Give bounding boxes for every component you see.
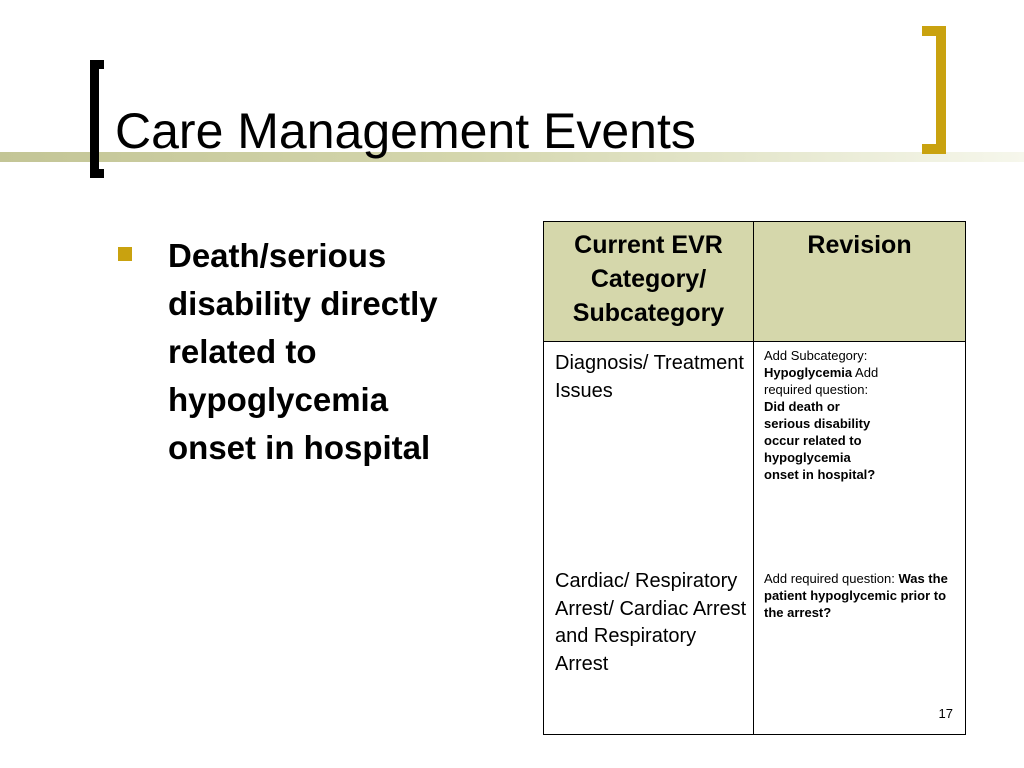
bullet-text: Death/serious disability directly related to hypoglycemia onset in hospital <box>168 237 438 466</box>
revision-diagnosis-treatment <box>764 347 884 483</box>
revision-subcategory-name: Hypoglycemia <box>764 365 853 380</box>
revision-required-question: Did death or serious disability occur related to hypoglycemia onset in hospital? <box>764 399 876 482</box>
revision-text: Add Subcategory: <box>764 348 868 363</box>
square-bullet-icon <box>118 247 132 261</box>
category-cardiac-respiratory-arrest: Cardiac/ Respiratory Arrest/ Cardiac Arrest and Respiratory Arrest <box>555 570 747 675</box>
evr-revision-table <box>543 221 966 735</box>
left-bracket-decoration <box>90 60 104 178</box>
table-header-row <box>544 222 966 342</box>
revision-text: Add required question: <box>764 571 899 586</box>
revision-required-question: Was the patient hypoglycemic prior to the arrest? <box>764 571 948 620</box>
category-cell <box>544 342 754 735</box>
slide-title: Care Management Events <box>115 103 696 159</box>
header-revision: Revision <box>754 222 966 342</box>
category-diagnosis-treatment: Diagnosis/ Treatment Issues <box>555 352 744 402</box>
header-current-evr-category: Current EVR Category/ Subcategory <box>544 222 754 342</box>
bullet-item <box>118 232 478 472</box>
revision-text: Add required question: <box>764 365 879 397</box>
right-bracket-decoration <box>922 26 946 154</box>
page-number: 17 <box>938 706 953 721</box>
table-row <box>544 342 966 735</box>
revision-cell <box>754 342 966 735</box>
revision-cardiac-respiratory-arrest <box>764 570 959 621</box>
